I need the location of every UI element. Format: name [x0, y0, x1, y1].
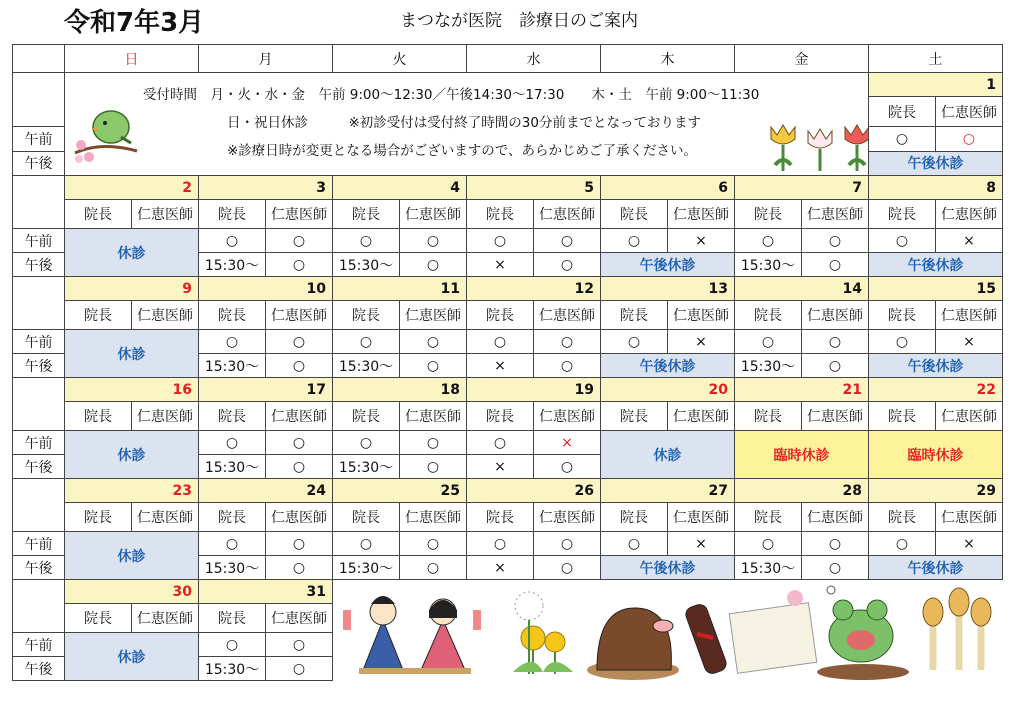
doctor-label: 仁恵医師	[132, 402, 199, 431]
doctor-label: 仁恵医師	[668, 200, 735, 229]
status-open: ○	[802, 330, 869, 354]
date-cell: 26	[467, 479, 601, 503]
status-open: ○	[400, 354, 467, 378]
status-open: ○	[802, 253, 869, 277]
pm-label: 午後	[13, 151, 65, 176]
pm-label: 午後	[13, 455, 65, 479]
director-label: 院長	[869, 301, 936, 330]
date-cell: 9	[65, 277, 199, 301]
time-label: 15:30〜	[199, 556, 266, 580]
time-label: 15:30〜	[735, 253, 802, 277]
status-closed: ×	[534, 431, 601, 455]
status-open: ○	[467, 229, 534, 253]
date-cell: 2	[65, 176, 199, 200]
director-label: 院長	[333, 503, 400, 532]
status-open: ○	[266, 253, 333, 277]
status-open: ○	[467, 532, 534, 556]
status-open: ○	[333, 330, 400, 354]
date-cell: 22	[869, 378, 1003, 402]
date-cell: 14	[735, 277, 869, 301]
status-open: ○	[534, 229, 601, 253]
illustration-area	[333, 580, 1003, 681]
director-label: 院長	[601, 402, 668, 431]
am-label: 午前	[13, 431, 65, 455]
status-open: ○	[534, 532, 601, 556]
time-label: 15:30〜	[333, 253, 400, 277]
status-open: ○	[266, 354, 333, 378]
tsukushi-illustration	[923, 588, 991, 670]
director-label: 院長	[735, 200, 802, 229]
weekday-sun: 日	[65, 45, 199, 73]
director-label: 院長	[869, 200, 936, 229]
director-label: 院長	[333, 301, 400, 330]
doctor-label: 仁恵医師	[534, 200, 601, 229]
date-cell: 13	[601, 277, 735, 301]
status-open: ○	[534, 330, 601, 354]
spring-illustrations	[333, 580, 1001, 680]
closed-badge: 休診	[65, 229, 199, 277]
weekday-mon: 月	[199, 45, 333, 73]
doctor-label: 仁恵医師	[668, 301, 735, 330]
director-label: 院長	[199, 402, 266, 431]
status-open: ○	[266, 633, 333, 657]
status-open: ○	[333, 229, 400, 253]
date-cell: 8	[869, 176, 1003, 200]
pm-closed-badge: 午後休診	[869, 253, 1003, 277]
time-label: 15:30〜	[735, 354, 802, 378]
weekday-sat: 土	[869, 45, 1003, 73]
doctor-label: 仁恵医師	[266, 604, 333, 633]
doctor-label: 仁恵医師	[936, 402, 1003, 431]
director-label: 院長	[467, 301, 534, 330]
status-closed: ×	[668, 532, 735, 556]
closed-badge: 休診	[65, 532, 199, 580]
diploma-illustration	[684, 590, 817, 676]
date-cell: 31	[199, 580, 333, 604]
director-label: 院長	[735, 503, 802, 532]
status-open: ○	[266, 657, 333, 681]
temp-closed-badge: 臨時休診	[869, 431, 1003, 479]
date-cell: 12	[467, 277, 601, 301]
doctor-label: 仁恵医師	[266, 200, 333, 229]
doctor-label: 仁恵医師	[802, 402, 869, 431]
status-open: ○	[534, 354, 601, 378]
hina-dolls-illustration	[343, 596, 481, 674]
status-closed: ×	[467, 253, 534, 277]
date-cell: 11	[333, 277, 467, 301]
date-cell: 23	[65, 479, 199, 503]
status-open: ○	[601, 229, 668, 253]
director-label: 院長	[869, 503, 936, 532]
status-open: ○	[802, 532, 869, 556]
status-closed: ×	[467, 455, 534, 479]
director-label: 院長	[735, 402, 802, 431]
director-label: 院長	[601, 200, 668, 229]
status-open: ○	[735, 229, 802, 253]
director-label: 院長	[467, 402, 534, 431]
date-cell: 18	[333, 378, 467, 402]
status-open: ○	[333, 431, 400, 455]
date-cell: 5	[467, 176, 601, 200]
doctor-label: 仁恵医師	[132, 301, 199, 330]
doctor-label: 仁恵医師	[668, 503, 735, 532]
closed-badge: 休診	[601, 431, 735, 479]
date-cell: 4	[333, 176, 467, 200]
status-open: ○	[467, 330, 534, 354]
status-open: ○	[802, 354, 869, 378]
director-label: 院長	[65, 604, 132, 633]
director-label: 院長	[333, 402, 400, 431]
date-cell: 7	[735, 176, 869, 200]
date-cell: 25	[333, 479, 467, 503]
doctor-label: 仁恵医師	[936, 301, 1003, 330]
doctor-label: 仁恵医師	[534, 301, 601, 330]
calendar-table	[12, 44, 1003, 681]
doctor-label: 仁恵医師	[400, 200, 467, 229]
date-cell: 10	[199, 277, 333, 301]
pm-closed-badge: 午後休診	[869, 556, 1003, 580]
date-cell: 21	[735, 378, 869, 402]
status-open: ○	[199, 532, 266, 556]
status-open: ○	[400, 455, 467, 479]
weekday-header-row	[13, 45, 1003, 73]
weekday-wed: 水	[467, 45, 601, 73]
pm-label: 午後	[13, 657, 65, 681]
status-open: ○	[266, 556, 333, 580]
doctor-label: 仁恵医師	[400, 503, 467, 532]
director-label: 院長	[601, 503, 668, 532]
am-label: 午前	[13, 330, 65, 354]
date-cell: 20	[601, 378, 735, 402]
status-closed: ×	[467, 556, 534, 580]
director-label: 院長	[869, 402, 936, 431]
doctor-label: 仁恵医師	[266, 503, 333, 532]
date-cell: 28	[735, 479, 869, 503]
status-open: ○	[936, 127, 1003, 151]
status-open: ○	[266, 229, 333, 253]
pm-closed-badge: 午後休診	[601, 556, 735, 580]
temp-closed-badge: 臨時休診	[735, 431, 869, 479]
status-open: ○	[199, 229, 266, 253]
notice-hours: 受付時間 月・火・水・金 午前 9:00〜12:30／午後14:30〜17:30 木・土 午前 9:00〜11:30	[143, 87, 760, 103]
doctor-label: 仁恵医師	[936, 97, 1003, 127]
director-label: 院長	[467, 503, 534, 532]
page-subtitle: まつなが医院 診療日のご案内	[400, 11, 638, 31]
notice-box	[65, 73, 869, 176]
time-label: 15:30〜	[735, 556, 802, 580]
date-cell: 19	[467, 378, 601, 402]
director-label: 院長	[735, 301, 802, 330]
doctor-label: 仁恵医師	[802, 301, 869, 330]
am-label: 午前	[13, 229, 65, 253]
tulips-illustration	[765, 117, 869, 173]
mole-illustration	[587, 608, 679, 680]
bird-illustration	[71, 101, 141, 167]
doctor-label: 仁恵医師	[266, 301, 333, 330]
date-cell: 6	[601, 176, 735, 200]
doctor-label: 仁恵医師	[802, 200, 869, 229]
date-cell: 24	[199, 479, 333, 503]
status-closed: ×	[668, 229, 735, 253]
status-open: ○	[869, 330, 936, 354]
pm-closed-badge: 午後休診	[601, 253, 735, 277]
status-open: ○	[869, 127, 936, 151]
doctor-label: 仁恵医師	[266, 402, 333, 431]
pm-closed-badge: 午後休診	[601, 354, 735, 378]
status-open: ○	[400, 330, 467, 354]
doctor-label: 仁恵医師	[400, 301, 467, 330]
status-open: ○	[534, 556, 601, 580]
doctor-label: 仁恵医師	[132, 200, 199, 229]
status-closed: ×	[467, 354, 534, 378]
date-cell: 30	[65, 580, 199, 604]
doctor-label: 仁恵医師	[936, 503, 1003, 532]
status-open: ○	[400, 229, 467, 253]
status-closed: ×	[936, 532, 1003, 556]
time-label: 15:30〜	[199, 354, 266, 378]
status-open: ○	[534, 455, 601, 479]
status-open: ○	[199, 633, 266, 657]
director-label: 院長	[65, 200, 132, 229]
director-label: 院長	[65, 402, 132, 431]
pm-label: 午後	[13, 556, 65, 580]
director-label: 院長	[601, 301, 668, 330]
status-open: ○	[199, 330, 266, 354]
time-label: 15:30〜	[199, 253, 266, 277]
director-label: 院長	[199, 200, 266, 229]
dandelion-illustration	[513, 592, 573, 674]
status-open: ○	[400, 556, 467, 580]
page-title: 令和7年3月	[64, 8, 205, 38]
status-closed: ×	[668, 330, 735, 354]
status-closed: ×	[936, 229, 1003, 253]
status-open: ○	[735, 330, 802, 354]
status-open: ○	[467, 431, 534, 455]
director-label: 院長	[199, 503, 266, 532]
date-cell: 3	[199, 176, 333, 200]
director-label: 院長	[65, 301, 132, 330]
pm-label: 午後	[13, 354, 65, 378]
doctor-label: 仁恵医師	[668, 402, 735, 431]
pm-closed-badge: 午後休診	[869, 354, 1003, 378]
date-cell: 1	[869, 73, 1003, 97]
status-open: ○	[400, 532, 467, 556]
status-open: ○	[266, 455, 333, 479]
time-label: 15:30〜	[333, 455, 400, 479]
am-label: 午前	[13, 633, 65, 657]
date-cell: 29	[869, 479, 1003, 503]
status-open: ○	[802, 556, 869, 580]
time-label: 15:30〜	[199, 657, 266, 681]
doctor-label: 仁恵医師	[400, 402, 467, 431]
closed-badge: 休診	[65, 330, 199, 378]
doctor-label: 仁恵医師	[534, 503, 601, 532]
status-open: ○	[601, 330, 668, 354]
doctor-label: 仁恵医師	[132, 503, 199, 532]
weekday-tue: 火	[333, 45, 467, 73]
status-open: ○	[802, 229, 869, 253]
doctor-label: 仁恵医師	[132, 604, 199, 633]
director-label: 院長	[467, 200, 534, 229]
doctor-label: 仁恵医師	[534, 402, 601, 431]
time-label: 15:30〜	[333, 556, 400, 580]
director-label: 院長	[199, 604, 266, 633]
status-open: ○	[869, 532, 936, 556]
status-open: ○	[735, 532, 802, 556]
frog-illustration	[817, 586, 909, 680]
closed-badge: 休診	[65, 633, 199, 681]
am-label: 午前	[13, 127, 65, 151]
status-closed: ×	[936, 330, 1003, 354]
director-label: 院長	[869, 97, 936, 127]
am-label: 午前	[13, 532, 65, 556]
doctor-label: 仁恵医師	[802, 503, 869, 532]
status-open: ○	[333, 532, 400, 556]
date-cell: 15	[869, 277, 1003, 301]
status-open: ○	[266, 330, 333, 354]
director-label: 院長	[65, 503, 132, 532]
doctor-label: 仁恵医師	[936, 200, 1003, 229]
status-open: ○	[534, 253, 601, 277]
director-label: 院長	[333, 200, 400, 229]
status-open: ○	[601, 532, 668, 556]
notice-change: ※診療日時が変更となる場合がございますので、あらかじめご了承ください。	[227, 143, 698, 159]
status-open: ○	[266, 431, 333, 455]
time-label: 15:30〜	[333, 354, 400, 378]
time-label: 15:30〜	[199, 455, 266, 479]
status-open: ○	[400, 253, 467, 277]
date-cell: 16	[65, 378, 199, 402]
closed-badge: 休診	[65, 431, 199, 479]
weekday-fri: 金	[735, 45, 869, 73]
pm-closed-badge: 午後休診	[869, 151, 1003, 176]
status-open: ○	[869, 229, 936, 253]
pm-label: 午後	[13, 253, 65, 277]
status-open: ○	[199, 431, 266, 455]
status-open: ○	[266, 532, 333, 556]
notice-holiday: 日・祝日休診 ※初診受付は受付終了時間の30分前までとなっております	[227, 115, 701, 131]
bee-illustration	[865, 77, 869, 119]
date-cell: 27	[601, 479, 735, 503]
director-label: 院長	[199, 301, 266, 330]
date-cell: 17	[199, 378, 333, 402]
weekday-thu: 木	[601, 45, 735, 73]
status-open: ○	[400, 431, 467, 455]
